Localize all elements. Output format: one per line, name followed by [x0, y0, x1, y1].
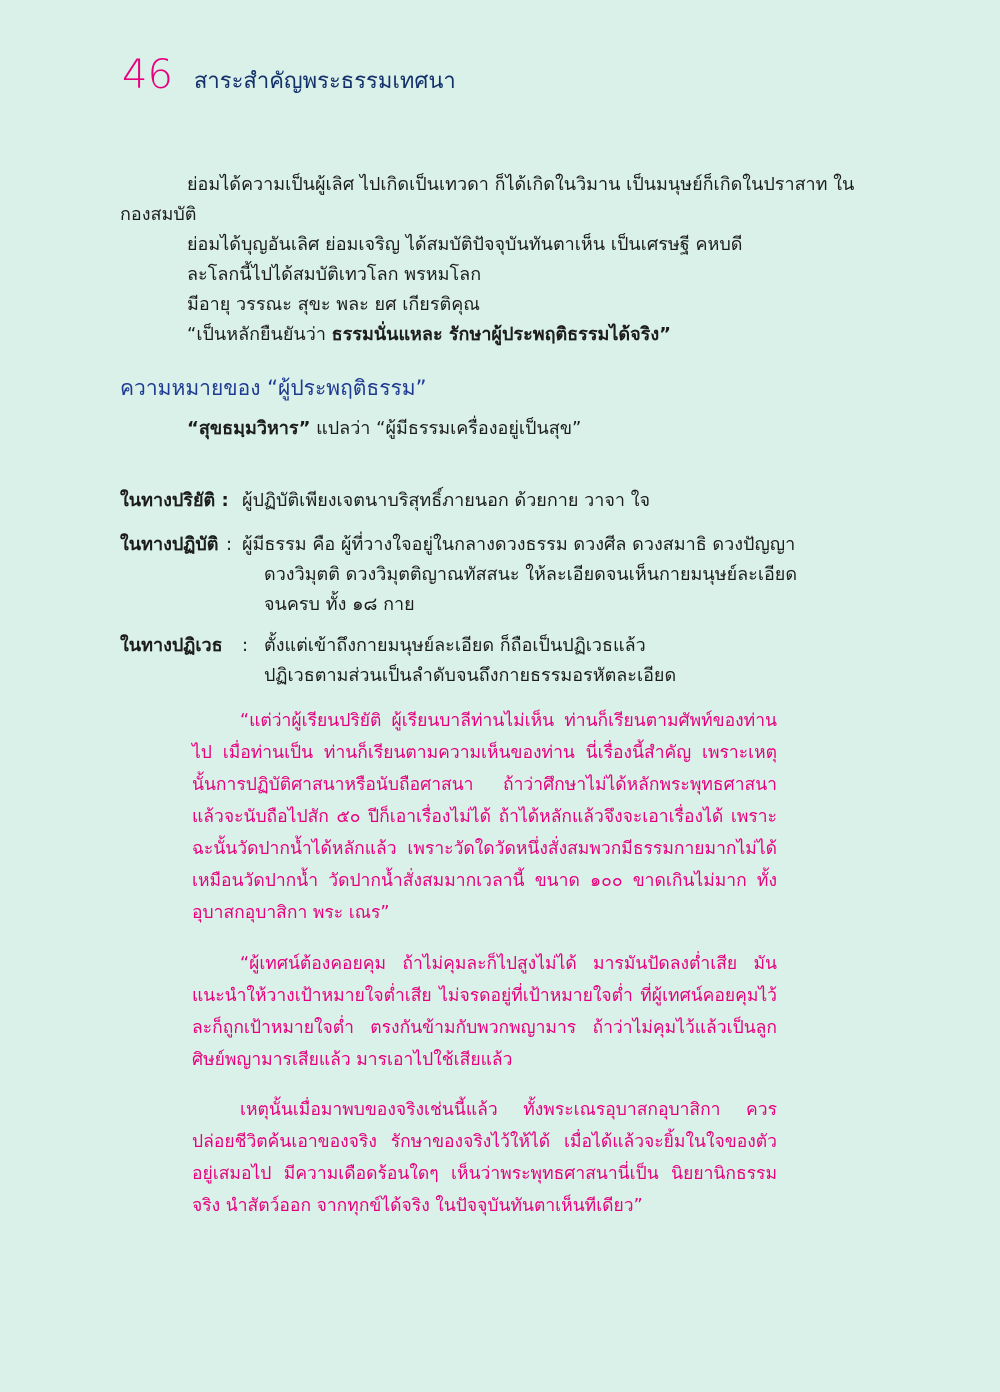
quote-paragraph: “แต่ว่าผู้เรียนปริยัติ ผู้เรียนบาลีท่านไม่เห็น ท่านก็เรียนตามศัพท์ของท่านไป เมื่อท่านเป็น ท่านก็เรียนตามความเห็นของท่าน นี่เรื่องนี้สำคัญ เพราะเหตุนั้นการปฏิบัติศาสนาหรือนับถือศาสนา ถ้าว่าศึกษาไม่ได้หลักพระพุทธศาสนาแล้วจะนับถือไปสัก ๕๐ ปีก็เอาเรื่องไม่ได้ ถ้าได้หลักแล้วจึงจะเอาเรื่องได้ เพราะฉะนั้นวัดปากน้ำได้หลักแล้ว เพราะวัดใดวัดหนึ่งสั่งสมพวกมีธรรมกายมากไม่ได้เหมือนวัดปากน้ำ วัดปากน้ำสั่งสมมากเวลานี้ ขนาด ๑๐๐ ขาดเกินไม่มาก ทั้งอุบาสกอุบาสิกา พระ เณร” — [192, 711, 777, 923]
def-patipatti-line-3: จนครบ ทั้ง ๑๘ กาย — [264, 594, 415, 615]
def-patipatti-colon: : — [226, 534, 233, 555]
intro-line-2: ย่อมได้บุญอันเลิศ ย่อมเจริญ ได้สมบัติปัจจุบันทันตาเห็น เป็นเศรษฐี คหบดี — [187, 234, 743, 255]
page-number: 46 — [122, 52, 173, 98]
quote-block-2 — [192, 948, 777, 1076]
pali-translation: แปลว่า “ผู้มีธรรมเครื่องอยู่เป็นสุข” — [310, 418, 582, 439]
intro-line-3: ละโลกนี้ไปได้สมบัติเทวโลก พรหมโลก — [187, 264, 482, 285]
book-title: สาระสำคัญพระธรรมเทศนา — [194, 69, 456, 94]
section-heading: ความหมายของ “ผู้ประพฤติธรรม” — [120, 376, 427, 400]
intro-line-5-prefix: “เป็นหลักยืนยันว่า — [187, 324, 332, 345]
def-patipatti-label: ในทางปฏิบัติ — [120, 534, 219, 555]
def-pativedha-line-2: ปฏิเวธตามส่วนเป็นลำดับจนถึงกายธรรมอรหัตละเอียด — [264, 665, 677, 686]
def-pariyatti-label: ในทางปริยัติ : — [120, 490, 229, 511]
quote-paragraph: เหตุนั้นเมื่อมาพบของจริงเช่นนี้แล้ว ทั้งพระเณรอุบาสกอุบาสิกา ควรปล่อยชีวิตค้นเอาของจริง รักษาของจริงไว้ให้ได้ เมื่อได้แล้วจะยิ้มในใจของตัวอยู่เสมอไป มีความเดือดร้อนใดๆ เห็นว่าพระพุทธศาสนานี่เป็น นิยยานิกธรรมจริง นำสัตว์ออก จากทุกข์ได้จริง ในปัจจุบันทันตาเห็นทีเดียว” — [192, 1100, 777, 1216]
pali-term: “สุขธมฺมวิหาร” — [187, 418, 311, 439]
def-pariyatti-text: ผู้ปฏิบัติเพียงเจตนาบริสุทธิ์ภายนอก ด้วยกาย วาจา ใจ — [242, 490, 651, 511]
intro-line-5-bold: ธรรมนั่นแหละ รักษาผู้ประพฤติธรรมได้จริง” — [331, 324, 671, 345]
intro-line-5 — [187, 320, 671, 350]
def-pativedha-colon: : — [242, 635, 249, 656]
def-patipatti-line-1: ผู้มีธรรม คือ ผู้ที่วางใจอยู่ในกลางดวงธรรม ดวงศีล ดวงสมาธิ ดวงปัญญา — [242, 534, 796, 555]
quote-paragraph: “ผู้เทศน์ต้องคอยคุม ถ้าไม่คุมละก็ไปสูงไม่ได้ มารมันปัดลงต่ำเสีย มันแนะนำให้วางเป้าหมายใจต่ำเสีย ไม่จรดอยู่ที่เป้าหมายใจต่ำ ที่ผู้เทศน์คอยคุมไว้ละก็ถูกเป้าหมายใจต่ำ ตรงกันข้ามกับพวกพญามาร ถ้าว่าไม่คุมไว้แล้วเป็นลูกศิษย์พญามารเสียแล้ว มารเอาไปใช้เสียแล้ว — [192, 954, 777, 1070]
def-patipatti-line-2: ดวงวิมุตติ ดวงวิมุตติญาณทัสสนะ ให้ละเอียดจนเห็นกายมนุษย์ละเอียด — [264, 564, 798, 585]
pali-term-line — [187, 414, 581, 444]
intro-line-4: มีอายุ วรรณะ สุขะ พละ ยศ เกียรติคุณ — [187, 294, 480, 315]
intro-line-1: ย่อมได้ความเป็นผู้เลิศ ไปเกิดเป็นเทวดา ก็ได้เกิดในวิมาน เป็นมนุษย์ก็เกิดในปราสาท ใน — [187, 174, 855, 195]
def-pativedha-label: ในทางปฏิเวธ — [120, 635, 223, 656]
def-pativedha-line-1: ตั้งแต่เข้าถึงกายมนุษย์ละเอียด ก็ถือเป็นปฏิเวธแล้ว — [264, 635, 646, 656]
quote-block-3 — [192, 1094, 777, 1222]
intro-line-1-cont: กองสมบัติ — [120, 204, 197, 225]
quote-block-1 — [192, 705, 777, 929]
